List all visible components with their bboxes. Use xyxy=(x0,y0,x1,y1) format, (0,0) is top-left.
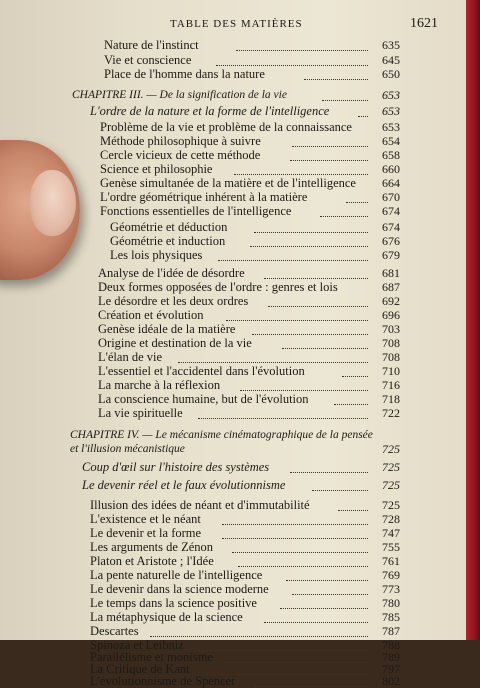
section-heading: Coup d'œil sur l'histoire des systèmes 725 xyxy=(82,460,400,474)
chapter-heading: CHAPITRE III. — De la signification de la vie 653 xyxy=(72,88,400,102)
toc-entry: La conscience humaine, but de l'évolution 718 xyxy=(98,392,400,406)
toc-entry: Méthode philosophique à suivre 654 xyxy=(100,134,400,148)
section-heading: Le devenir réel et le faux évolutionnisme 725 xyxy=(82,478,400,492)
toc-entry: Deux formes opposées de l'ordre : genres et lois 687 xyxy=(98,280,400,294)
toc-entry: Les lois physiques 679 xyxy=(110,248,400,262)
toc-entry: Fonctions essentielles de l'intelligence 674 xyxy=(100,204,400,218)
toc-entry: L'ordre géométrique inhérent à la matière 670 xyxy=(100,190,400,204)
toc-entry: Le désordre et les deux ordres 692 xyxy=(98,294,400,308)
toc-entry: Parallélisme et monisme 789 xyxy=(90,650,400,664)
toc-entry: Le devenir et la forme 747 xyxy=(90,526,400,540)
toc-entry: Place de l'homme dans la nature 650 xyxy=(104,67,400,81)
toc-entry: Le temps dans la science positive 780 xyxy=(90,596,400,610)
toc-entry: L'élan de vie 708 xyxy=(98,350,400,364)
page-header xyxy=(170,16,438,32)
toc-entry: Descartes 787 xyxy=(90,624,400,638)
toc-entry: Problème de la vie et problème de la connaissance 653 xyxy=(100,120,400,134)
chapter-heading: CHAPITRE IV. — Le mécanisme cinématographique de la pensée xyxy=(70,429,373,441)
toc-entry: Vie et conscience 645 xyxy=(104,53,400,67)
toc-entry: Genèse idéale de la matière 703 xyxy=(98,322,400,336)
toc-entry: L'essentiel et l'accidentel dans l'évolution 710 xyxy=(98,364,400,378)
toc-entry: Cercle vicieux de cette méthode 658 xyxy=(100,148,400,162)
toc-entry: La Critique de Kant 797 xyxy=(90,662,400,676)
toc-entry: Analyse de l'idée de désordre 681 xyxy=(98,266,400,280)
toc-entry: Illusion des idées de néant et d'immutabilité 725 xyxy=(90,498,400,512)
toc-entry: Géométrie et induction 676 xyxy=(110,234,400,248)
section-heading: L'ordre de la nature et la forme de l'intelligence 653 xyxy=(90,104,400,118)
toc-entry: L'évolutionnisme de Spencer 802 xyxy=(90,674,400,688)
toc-entry: La vie spirituelle 722 xyxy=(98,406,400,420)
toc-entry: Les arguments de Zénon 755 xyxy=(90,540,400,554)
toc-entry: Platon et Aristote ; l'Idée 761 xyxy=(90,554,400,568)
page-number: 1621 xyxy=(410,16,438,31)
toc-entry: La pente naturelle de l'intelligence 769 xyxy=(90,568,400,582)
toc-entry: Nature de l'instinct 635 xyxy=(104,38,400,52)
running-title: TABLE DES MATIÈRES xyxy=(170,18,303,30)
thumbnail xyxy=(30,170,76,236)
toc-entry: L'existence et le néant 728 xyxy=(90,512,400,526)
toc-entry: Genèse simultanée de la matière et de l'intelligence 664 xyxy=(100,176,400,190)
toc-entry: Géométrie et déduction 674 xyxy=(110,220,400,234)
toc-entry: La métaphysique de la science 785 xyxy=(90,610,400,624)
toc-entry: La marche à la réflexion 716 xyxy=(98,378,400,392)
chapter-heading-continued: et l'illusion mécanistique 725 xyxy=(70,442,400,456)
toc-entry: Science et philosophie 660 xyxy=(100,162,400,176)
book-edge xyxy=(466,0,480,640)
toc-entry: Le devenir dans la science moderne 773 xyxy=(90,582,400,596)
toc-entry: Création et évolution 696 xyxy=(98,308,400,322)
toc-entry: Origine et destination de la vie 708 xyxy=(98,336,400,350)
toc-entry: Spinoza et Leibniz 788 xyxy=(90,638,400,652)
